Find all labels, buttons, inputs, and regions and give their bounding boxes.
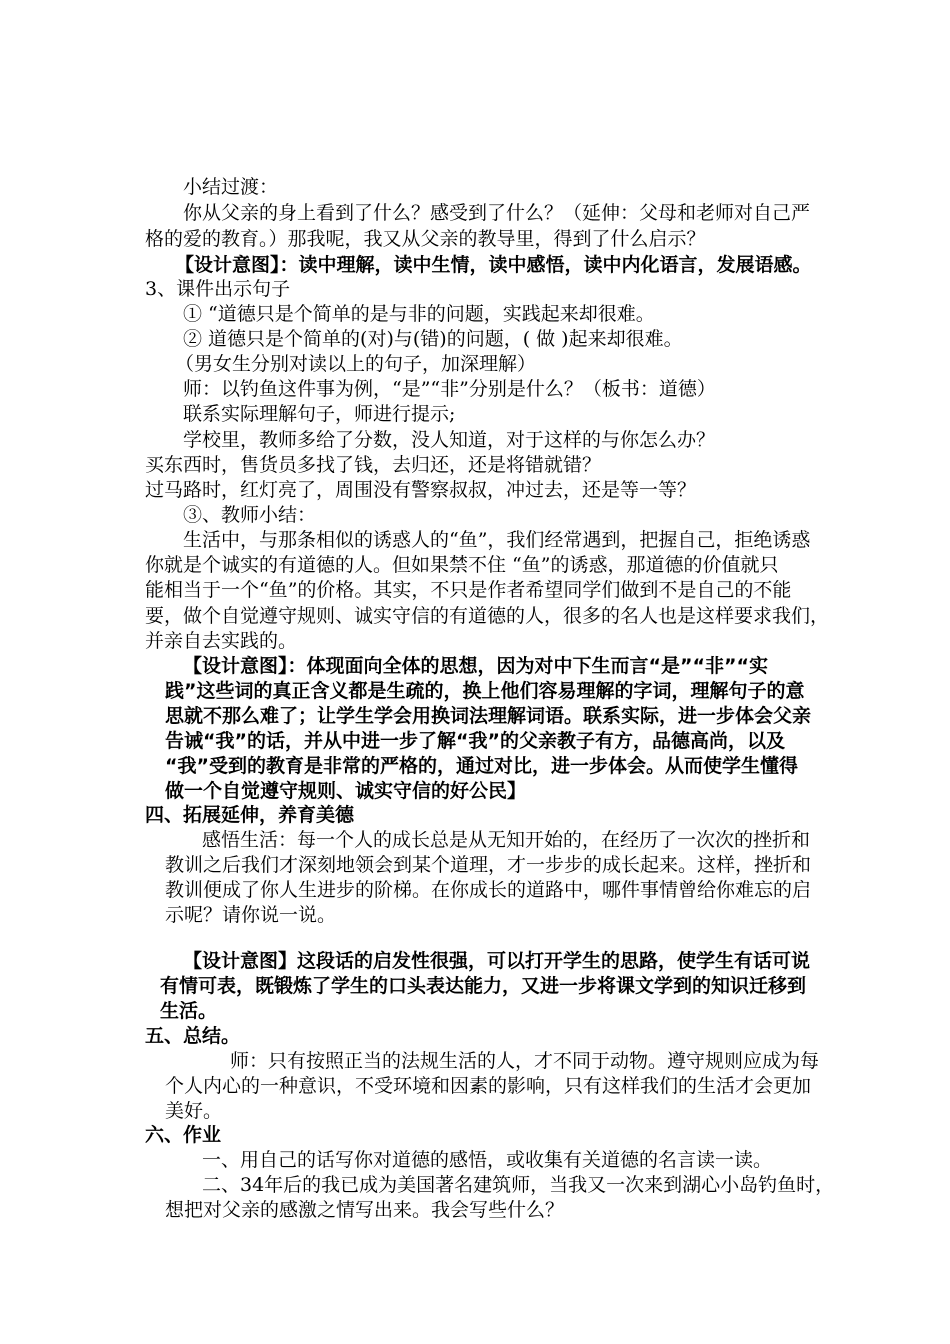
- section-heading-5: 五、总结。: [145, 1025, 241, 1047]
- design-intent-line: 【设计意图】这段话的启发性很强，可以打开学生的思路，使学生有话可说: [183, 950, 811, 972]
- text-line: （男女生分别对读以上的句子，加深理解）: [175, 353, 537, 375]
- text-line: 师：以钓鱼这件事为例，“是”“非”分别是什么？（板书：道德）: [183, 378, 716, 400]
- design-intent-line: 【设计意图】：读中理解，读中生情，读中感悟，读中内化语言，发展语感。: [175, 254, 812, 276]
- text-line: ① “道德只是个简单的是与非的问题，实践起来却很难。: [183, 303, 655, 325]
- text-line: 示呢？请你说一说。: [165, 904, 337, 926]
- text-line: 想把对父亲的感激之情写出来。我会写些什么？: [165, 1199, 565, 1221]
- design-intent-line: 生活。: [160, 1000, 218, 1022]
- text-line: 美好。: [165, 1100, 223, 1122]
- text-line: 师：只有按照正当的法规生活的人，才不同于动物。遵守规则应成为每: [230, 1050, 820, 1072]
- section-heading-6: 六、作业: [145, 1124, 222, 1146]
- text-line: 买东西时，售货员多找了钱，去归还，还是将错就错？: [145, 454, 602, 476]
- homework-item: 二、34年后的我已成为美国著名建筑师，当我又一次来到湖心小岛钓鱼时，: [202, 1174, 835, 1196]
- text-line: 学校里，教师多给了分数，没人知道，对于这样的与你怎么办？: [183, 429, 716, 451]
- text-line: 感悟生活：每一个人的成长总是从无知开始的，在经历了一次次的挫折和: [202, 829, 811, 851]
- text-line: 教训便成了你人生进步的阶梯。在你成长的道路中，哪件事情曾给你难忘的启: [165, 879, 812, 901]
- text-line: 格的爱的教育。）那我呢，我又从父亲的教导里，得到了什么启示？: [145, 228, 706, 250]
- subheading-courseware: 3、课件出示句子: [145, 278, 291, 300]
- text-line: 你就是个诚实的有道德的人。但如果禁不住 “鱼”的诱惑，那道德的价值就只: [145, 554, 779, 576]
- text-line: 联系实际理解句子，师进行提示;: [183, 403, 456, 425]
- design-intent-line: “我”受到的教育是非常的严格的，通过对比，进一步体会。从而使学生懂得: [165, 755, 798, 777]
- text-line: 生活中，与那条相似的诱惑人的“鱼”，我们经常遇到，把握自己，拒绝诱惑: [183, 529, 811, 551]
- text-line: 能相当于一个“鱼”的价格。其实，不只是作者希望同学们做到不是自己的不能: [145, 579, 792, 601]
- design-intent-line: 【设计意图】：体现面向全体的思想，因为对中下生而言“是”“非”“实: [183, 655, 768, 677]
- text-line: 要，做个自觉遵守规则、诚实守信的有道德的人，很多的名人也是这样要求我们，: [145, 605, 830, 627]
- subheading-teacher-summary: ③、教师小结：: [183, 504, 317, 526]
- subheading-summary: 小结过渡：: [183, 176, 279, 198]
- design-intent-line: 践”这些词的真正含义都是生疏的，换上他们容易理解的字词，理解句子的意: [165, 680, 805, 702]
- design-intent-line: 有情可表，既锻炼了学生的口头表达能力，又进一步将课文学到的知识迁移到: [160, 975, 807, 997]
- section-heading-4: 四、拓展延伸，养育美德: [145, 804, 355, 826]
- text-line: 并亲自去实践的。: [145, 630, 298, 652]
- text-line: 过马路时，红灯亮了，周围没有警察叔叔，冲过去，还是等一等？: [145, 479, 697, 501]
- design-intent-line: 告诫“我”的话，并从中进一步了解“我”的父亲教子有方，品德高尚，以及: [165, 730, 785, 752]
- design-intent-line: 思就不那么难了；让学生学会用换词法理解词语。联系实际，进一步体会父亲: [165, 705, 812, 727]
- text-line: 个人内心的一种意识，不受环境和因素的影响，只有这样我们的生活才会更加: [165, 1075, 812, 1097]
- text-line: ② 道德只是个简单的(对)与(错)的问题，( 做 )起来却很难。: [183, 328, 683, 350]
- homework-item: 一、用自己的话写你对道德的感悟，或收集有关道德的名言读一读。: [202, 1149, 773, 1171]
- text-line: 教训之后我们才深刻地领会到某个道理，才一步步的成长起来。这样，挫折和: [165, 854, 812, 876]
- design-intent-line: 做一个自觉遵守规则、诚实守信的好公民】: [165, 780, 527, 802]
- text-line: 你从父亲的身上看到了什么？感受到了什么？（延伸：父母和老师对自己严: [183, 202, 811, 224]
